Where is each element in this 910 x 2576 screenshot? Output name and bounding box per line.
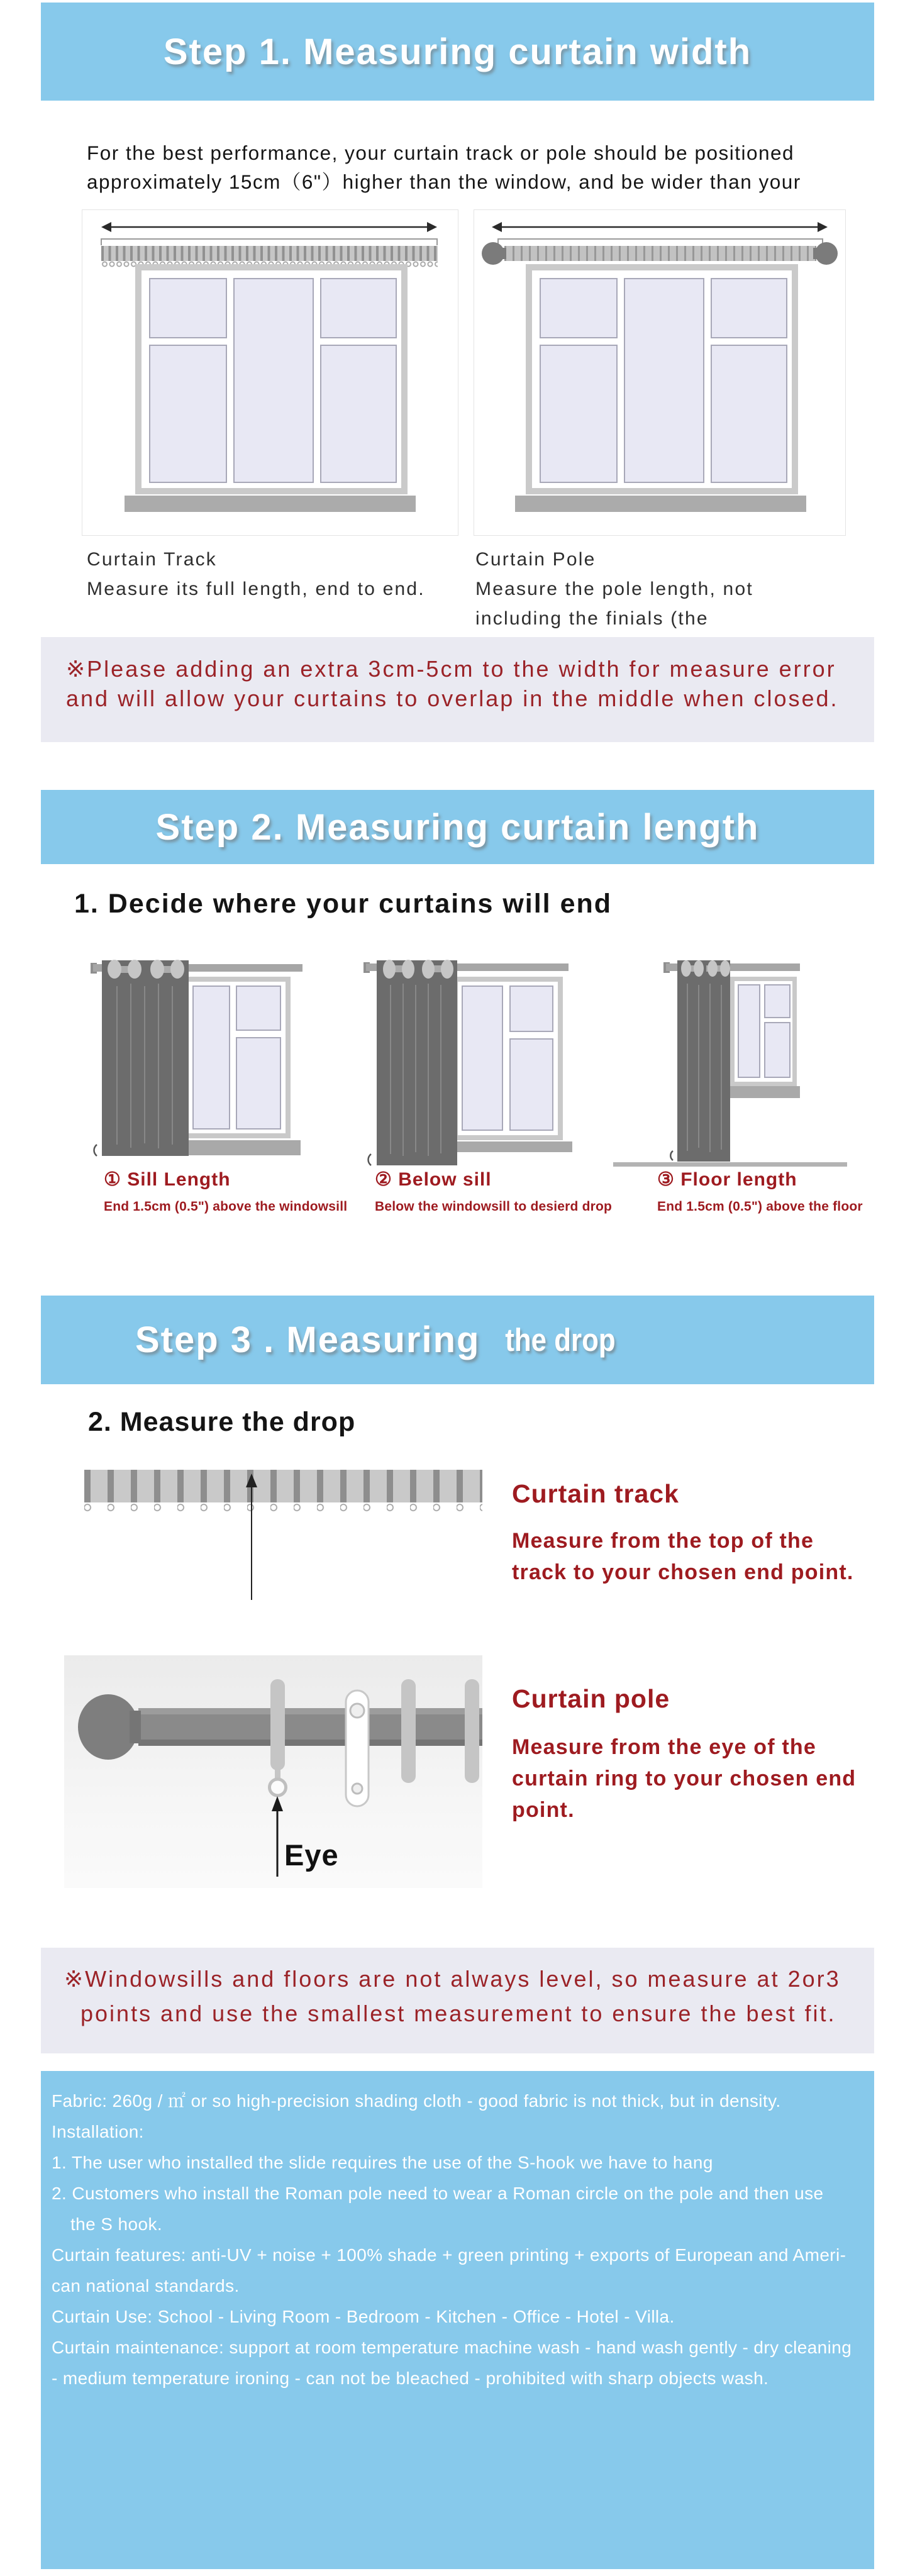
option-label: ① Sill Length [104,1169,231,1190]
option-floor-length [657,1169,863,1214]
pole-drop-line2: curtain ring to your chosen end [512,1767,857,1790]
curtain-track-icon [84,1470,482,1502]
option-caption: Below the windowsill to desierd drop [375,1199,613,1214]
eye-label: Eye [284,1838,339,1872]
window-pane [233,278,314,483]
track-caption-body: Measure its full length, end to end. [87,579,425,599]
step2-banner: Step 2. Measuring curtain length [41,790,874,864]
curtain-track-drop-diagram [84,1470,482,1609]
below-sill-illustration [362,956,572,1173]
info-line: Installation: [52,2122,144,2141]
info-line: - medium temperature ironing - can not be bleached - prohibited with sharp objects wash. [52,2368,769,2388]
floor-length-illustration [604,956,855,1173]
window-pane [540,345,618,483]
pole-finial-icon [78,1694,138,1760]
curtain-track-icon [101,246,438,261]
option-label: ② Below sill [375,1169,492,1190]
window-pane [711,278,787,338]
window-pane [711,345,787,483]
window-pane [540,278,618,338]
info-line: 2. Customers who install the Roman pole need to wear a Roman circle on the pole and then use [52,2184,824,2203]
track-drop-line2: track to your chosen end point. [512,1560,854,1584]
option-caption: End 1.5cm (0.5") above the floor [657,1199,863,1214]
info-line: 1. The user who installed the slide requires the use of the S-hook we have to hang [52,2153,713,2172]
pole-finial-stem [813,248,819,259]
track-drop-body [512,1525,853,1588]
ring-eye-icon [270,1779,286,1796]
pole-drop-body [512,1731,856,1826]
level-measure-note [41,1948,874,2053]
window-pane [320,345,397,483]
level-note-line1: ※Windowsills and floors are not always level, so measure at 2or3 [64,1966,841,1992]
option-caption: End 1.5cm (0.5") above the windowsill [104,1199,348,1214]
window-pane [320,278,397,338]
width-arrow-icon [100,219,438,236]
measure-bracket-icon [497,238,824,246]
measure-bracket-icon [100,238,438,246]
product-info-box [41,2071,874,2569]
step3-banner [41,1296,874,1384]
track-drop-line1: Measure from the top of the [512,1529,814,1553]
width-arrow-icon [491,219,829,236]
pole-caption-line2: including the finials (the [475,608,709,629]
curtain-pole-photo [64,1655,482,1888]
info-line: can national standards. [52,2276,240,2296]
width-note-line2: and will allow your curtains to overlap in the middle when closed. [66,686,839,711]
curtain-pole-diagram [474,209,846,536]
info-line: the S hook. [70,2214,163,2234]
pole-caption-line1: Measure the pole length, not [475,579,753,599]
curtain-ring-icon [401,1679,416,1783]
sill-length-illustration [88,956,305,1173]
step1-intro-line1: For the best performance, your curtain track or pole should be positioned [87,142,795,164]
pole-finial-stem [501,248,506,259]
level-note-line2: points and use the smallest measurement to ensure the best fit. [80,2001,836,2026]
step1-banner: Step 1. Measuring curtain width [41,3,874,101]
info-line: Curtain features: anti-UV + noise + 100% shade + green printing + exports of European and Ameri- [52,2245,846,2265]
step1-intro [87,138,801,196]
window-pane [624,278,704,483]
track-caption [87,545,425,604]
step3-banner-main: Step 3 . Measuring [135,1319,480,1360]
step3-heading: 2. Measure the drop [88,1407,356,1437]
curtain-pole-drop-diagram [64,1655,482,1888]
pole-drop-line3: point. [512,1798,575,1822]
option-below-sill [375,1169,612,1214]
eye-arrow-icon [272,1796,283,1811]
curtain-ring-icon [270,1679,285,1770]
pole-caption-title: Curtain Pole [475,549,596,570]
pole-caption [475,545,753,633]
curtain-pole-icon [504,246,816,261]
window-illustration [135,264,408,494]
step1-intro-line2: approximately 15cm（6"）higher than the window, and be wider than your [87,170,801,193]
curtain-track-diagram [82,209,458,536]
track-drop-title: Curtain track [512,1479,679,1508]
width-note-line1: ※Please adding an extra 3cm-5cm to the width for measure error [66,656,836,682]
windowsill [515,496,806,512]
drop-arrow-icon [241,1472,262,1604]
info-line: Fabric: 260g / ㎡ or so high-precision shading cloth - good fabric is not thick, but in density. [52,2091,781,2111]
window-illustration [526,264,798,494]
window-pane [149,278,227,338]
step3-banner-sub: the drop [505,1322,616,1358]
pole-drop-title: Curtain pole [512,1684,670,1713]
option-label: ③ Floor length [657,1169,797,1190]
track-hooks-icon [84,1502,482,1513]
info-line: Curtain Use: School - Living Room - Bedroom - Kitchen - Office - Hotel - Villa. [52,2307,675,2326]
pole-drop-line1: Measure from the eye of the [512,1735,816,1759]
info-line: Curtain maintenance: support at room temperature machine wash - hand wash gently - dry cleaning [52,2338,852,2357]
width-measure-note [41,637,874,742]
track-caption-title: Curtain Track [87,549,217,570]
curtain-ring-icon [465,1679,479,1783]
windowsill [125,496,416,512]
window-pane [149,345,227,483]
option-sill-length [104,1169,347,1214]
step2-heading: 1. Decide where your curtains will end [74,889,613,919]
